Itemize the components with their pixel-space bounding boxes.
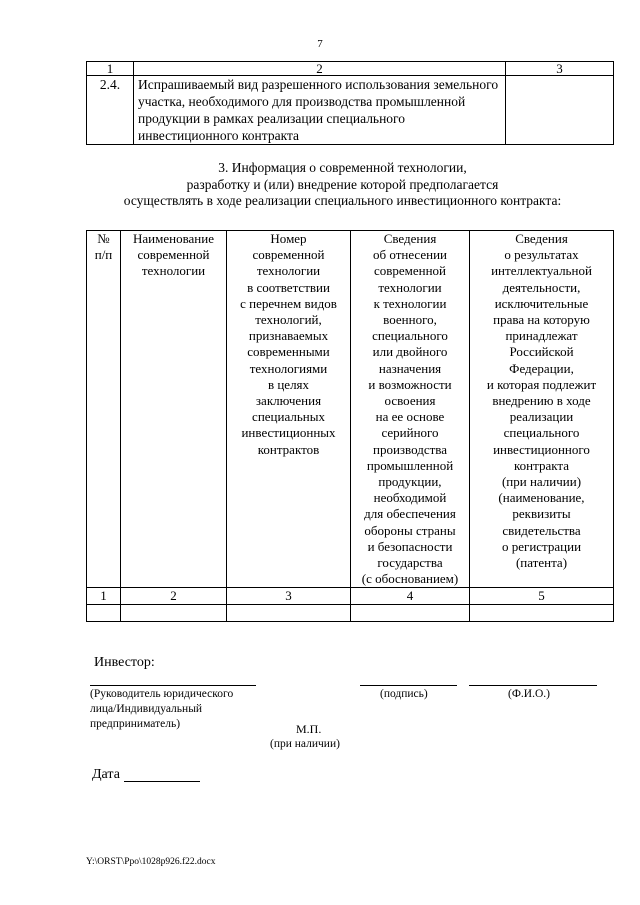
section-title-line: разработку и (или) внедрение которой предполагается <box>186 176 499 192</box>
stamp-note: (при наличии) <box>270 738 340 750</box>
column-number: 1 <box>87 588 121 605</box>
header-line: к технологии <box>373 295 447 311</box>
header-line: серийного <box>381 425 439 441</box>
header-line: контрактов <box>257 441 320 457</box>
column-header <box>351 231 470 588</box>
header-line: в целях <box>267 376 310 392</box>
header-line: назначения <box>378 360 442 376</box>
header-line: современной <box>373 263 447 279</box>
header-line: Сведения <box>515 231 568 246</box>
header-line: и безопасности <box>367 538 453 554</box>
column-number: 5 <box>470 588 614 605</box>
column-header <box>227 231 351 588</box>
header-line: исключительные <box>494 295 589 311</box>
header-line: инвестиционных <box>241 425 336 441</box>
fio-caption: (Ф.И.О.) <box>508 688 550 700</box>
header-line: военного, <box>383 312 437 328</box>
header-line: на ее основе <box>375 409 445 425</box>
column-header <box>87 231 121 588</box>
header-line: промышленной <box>366 457 454 473</box>
header-line: с перечнем видов <box>240 295 337 311</box>
header-line: продукции, <box>378 474 442 490</box>
header-line: или двойного <box>372 344 448 360</box>
header-line: реализации <box>509 409 574 425</box>
date-line <box>124 781 200 782</box>
sign-caption: (подпись) <box>380 688 428 700</box>
row-text: Испрашиваемый вид разрешенного использования земельного участка, необходимого для производства промышленной продукции в рамках реализации специального инвестиционного контракта <box>134 76 506 145</box>
header-line: Российской <box>509 344 574 360</box>
header-line: свидетельства <box>502 522 581 538</box>
table-row <box>87 605 614 622</box>
date-label: Дата <box>92 767 120 782</box>
header-line: об отнесении <box>373 247 447 263</box>
header-line: деятельности, <box>502 279 581 295</box>
column-number-row <box>87 588 614 605</box>
header-line: Номер <box>270 231 307 246</box>
page-number: 7 <box>317 38 323 50</box>
header-line: инвестиционного <box>493 441 590 457</box>
caption-line: предприниматель) <box>90 718 181 730</box>
caption-line: лица/Индивидуальный <box>90 703 203 715</box>
header-line: признаваемых <box>248 328 329 344</box>
header-line: о регистрации <box>501 538 582 554</box>
column-header: 3 <box>506 62 614 76</box>
column-number: 4 <box>351 588 470 605</box>
investor-label: Инвестор: <box>94 655 155 670</box>
header-line: интеллектуальной <box>491 263 592 279</box>
header-line: технологии <box>378 279 442 295</box>
fio-line <box>469 685 597 686</box>
table-cell <box>351 605 470 622</box>
sign-line <box>360 685 457 686</box>
section-title-line: 3. Информация о современной технологии, <box>218 160 467 175</box>
column-header <box>470 231 614 588</box>
header-line: для обеспечения <box>364 506 456 522</box>
header-line: технологии <box>256 263 321 279</box>
file-path: Y:\ORST\Ppo\1028p926.f22.docx <box>86 857 216 867</box>
column-number: 3 <box>227 588 351 605</box>
header-line: в соответствии <box>247 279 330 295</box>
header-line: Наименование <box>133 231 214 246</box>
land-use-table <box>86 61 614 145</box>
header-line: реквизиты <box>512 506 571 522</box>
table-cell <box>87 605 121 622</box>
header-line: (патента) <box>515 555 568 571</box>
column-header: 1 <box>87 62 134 76</box>
header-line: специальных <box>252 409 325 425</box>
header-line: современными <box>247 344 330 360</box>
header-line: и которая подлежит <box>486 376 597 392</box>
header-line: производства <box>372 441 448 457</box>
head-caption <box>90 687 233 732</box>
header-line: Федерации, <box>509 360 574 376</box>
header-line: (при наличии) <box>501 474 582 490</box>
header-line: (наименование, <box>498 490 585 506</box>
header-line: современной <box>252 247 325 263</box>
header-line: п/п <box>94 247 113 263</box>
header-line: принадлежат <box>505 328 578 344</box>
technology-table <box>86 230 614 622</box>
header-line: № <box>97 231 110 246</box>
header-line: и возможности <box>368 376 452 392</box>
table-header-row <box>87 62 614 76</box>
column-number: 2 <box>121 588 227 605</box>
head-signature-line <box>90 685 256 686</box>
table-header-row <box>87 231 614 588</box>
row-number: 2.4. <box>87 76 134 145</box>
header-line: контракта <box>514 457 569 473</box>
column-header <box>121 231 227 588</box>
table-row <box>87 76 614 145</box>
header-line: о результатах <box>504 247 579 263</box>
table-cell <box>121 605 227 622</box>
header-line: внедрению в ходе <box>492 393 591 409</box>
header-line: государства <box>377 555 443 571</box>
caption-line: (Руководитель юридического <box>90 688 234 700</box>
table-cell <box>227 605 351 622</box>
header-line: заключения <box>255 393 322 409</box>
header-line: освоения <box>384 393 436 409</box>
header-line: технологии <box>141 263 206 279</box>
header-line: обороны страны <box>364 522 456 538</box>
section-title-line: осуществлять в ходе реализации специального инвестиционного контракта: <box>123 193 562 208</box>
header-line: Сведения <box>383 231 437 246</box>
header-line: технологий, <box>255 312 322 328</box>
row-value <box>506 76 614 145</box>
header-line: специального <box>503 425 580 441</box>
stamp-label: М.П. <box>296 722 322 736</box>
header-line: (с обоснованием) <box>361 571 459 587</box>
header-line: современной <box>137 247 210 263</box>
column-header: 2 <box>134 62 506 76</box>
header-line: технологиями <box>249 360 328 376</box>
section-title <box>0 160 640 210</box>
header-line: специального <box>372 328 448 344</box>
header-line: необходимой <box>373 490 447 506</box>
table-cell <box>470 605 614 622</box>
header-line: права на которую <box>493 312 590 328</box>
